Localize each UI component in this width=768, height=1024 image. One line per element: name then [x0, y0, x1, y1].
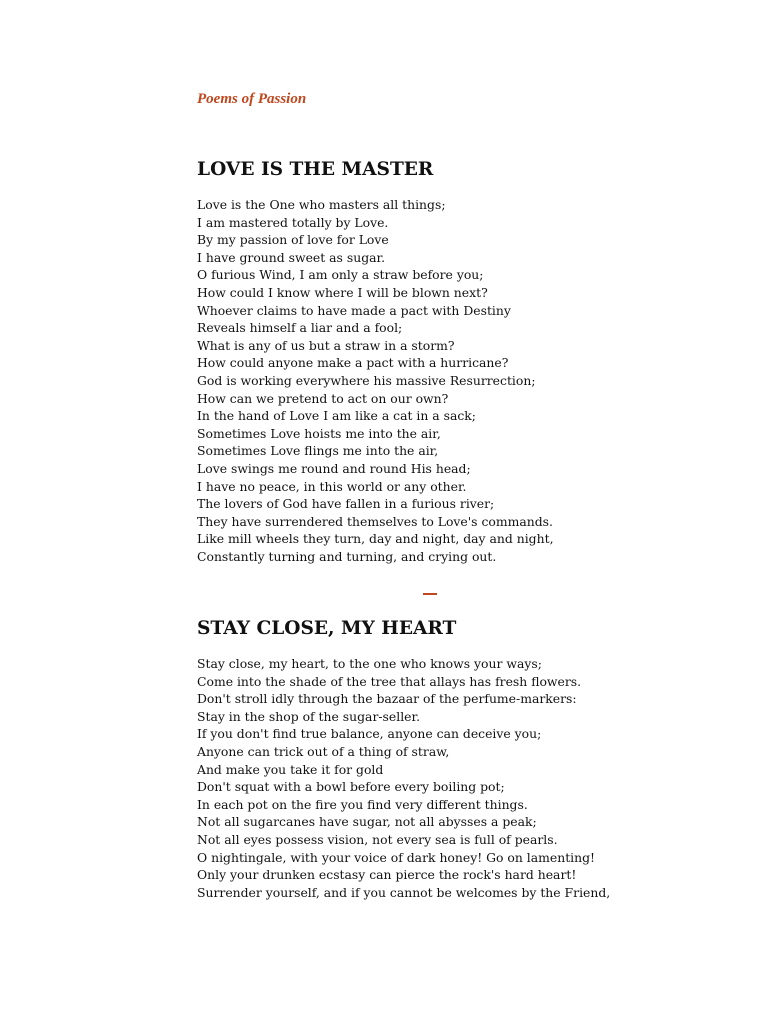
poem-line: What is any of us but a straw in a storm? — [197, 337, 455, 353]
poem-line: How could anyone make a pact with a hurricane? — [197, 355, 509, 371]
poem-line: Reveals himself a liar and a fool; — [197, 320, 403, 336]
poem-line: In each pot on the fire you find very different things. — [197, 796, 528, 812]
poem-line: By my passion of love for Love — [197, 232, 389, 248]
poem-line: How could I know where I will be blown next? — [197, 284, 488, 300]
poem-line: And make you take it for gold — [197, 761, 384, 777]
poem-line: O nightingale, with your voice of dark honey! Go on lamenting! — [197, 849, 596, 865]
poem-line: Sometimes Love hoists me into the air, — [197, 425, 441, 441]
poem-line: Love swings me round and round His head; — [197, 460, 471, 476]
poem-line: Like mill wheels they turn, day and night, day and night, — [197, 531, 554, 547]
poem-line: I have no peace, in this world or any other. — [197, 478, 467, 494]
poem-line: If you don't find true balance, anyone can deceive you; — [197, 726, 542, 742]
poem-title: STAY CLOSE, MY HEART — [197, 618, 457, 639]
poem-line: Surrender yourself, and if you cannot be welcomes by the Friend, — [197, 884, 611, 900]
poem-line: In the hand of Love I am like a cat in a sack; — [197, 408, 476, 424]
poem-line: Whoever claims to have made a pact with Destiny — [197, 302, 511, 318]
poem-line: Not all eyes possess vision, not every sea is full of pearls. — [197, 831, 558, 847]
poem-line: Come into the shade of the tree that allays has fresh flowers. — [197, 673, 582, 689]
poem-line: O furious Wind, I am only a straw before you; — [197, 267, 484, 283]
poem-line: Constantly turning and turning, and crying out. — [197, 548, 497, 564]
poem-title: LOVE IS THE MASTER — [197, 159, 434, 180]
poem-line: Don't stroll idly through the bazaar of the perfume-markers: — [197, 691, 577, 707]
poem-body — [197, 196, 554, 565]
poem-line: They have surrendered themselves to Love's commands. — [197, 513, 553, 529]
poem-line: Love is the One who masters all things; — [197, 197, 446, 212]
poem-line: Only your drunken ecstasy can pierce the rock's hard heart! — [197, 867, 577, 883]
poem-line: God is working everywhere his massive Resurrection; — [197, 372, 536, 388]
poem-line: Sometimes Love flings me into the air, — [197, 443, 439, 459]
document-heading: Poems of Passion — [197, 91, 307, 107]
poem-line: I have ground sweet as sugar. — [197, 249, 386, 265]
poem-line: Stay close, my heart, to the one who knows your ways; — [197, 656, 542, 671]
poem-line: Stay in the shop of the sugar-seller. — [197, 708, 421, 724]
poem-line: I am mastered totally by Love. — [197, 214, 389, 230]
poem-line: Not all sugarcanes have sugar, not all abysses a peak; — [197, 814, 537, 830]
poem-line: Don't squat with a bowl before every boiling pot; — [197, 779, 505, 795]
poem-body — [197, 655, 610, 901]
section-separator — [423, 593, 437, 595]
poem-line: Anyone can trick out of a thing of straw, — [197, 743, 450, 759]
poem-line: The lovers of God have fallen in a furious river; — [197, 496, 495, 512]
poem-line: How can we pretend to act on our own? — [197, 390, 449, 406]
